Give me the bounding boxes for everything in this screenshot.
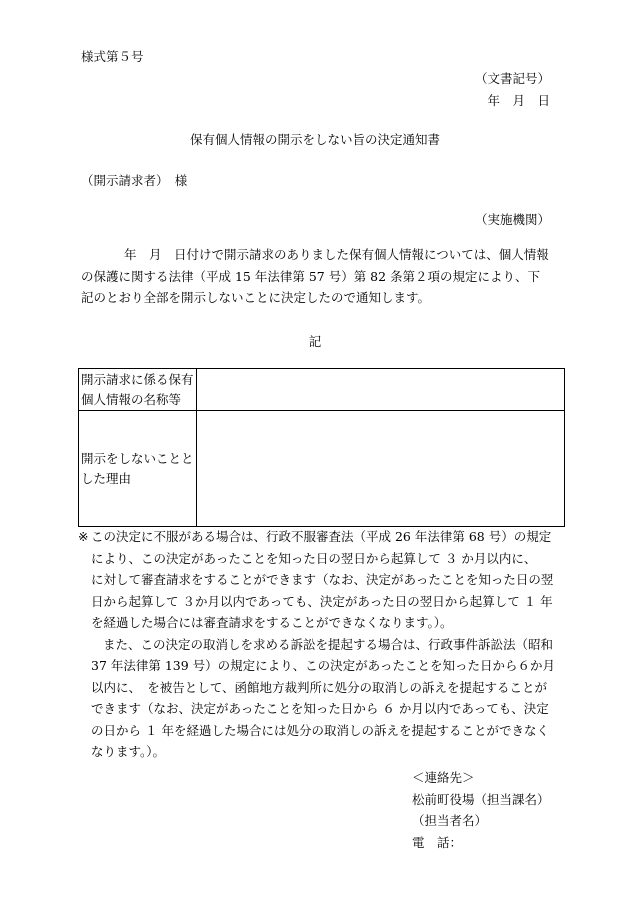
implementing-agency: （実施機関） (474, 212, 550, 227)
reason-label: 開示をしないこととした理由 (79, 411, 197, 527)
table-row (79, 411, 565, 527)
contact-heading: ＜連絡先＞ (412, 770, 475, 785)
info-name-value[interactable] (197, 369, 565, 411)
ki-heading: 記 (308, 334, 322, 349)
contact-phone (412, 832, 550, 854)
recipient: （開示請求者） 様 (81, 173, 188, 188)
contact-office: 松前町役場（担当課名） (412, 791, 550, 807)
document-title: 保有個人情報の開示をしない旨の決定通知書 (189, 132, 440, 147)
note-mark: ※ (78, 529, 89, 544)
info-table (78, 368, 565, 527)
notice-body-text: 年 月 日付けで開示請求のありました保有個人情報については、個人情報の保護に関する法律（平成 15 年法律第 57 号）第 82 条第２項の規定により、下記のとおり全部を開示しないことに決定したので通知します。 (81, 247, 549, 305)
contact-person: （担当者名） (412, 813, 488, 828)
table-row (79, 369, 565, 411)
notes (78, 526, 568, 763)
form-number: 様式第５号 (81, 49, 144, 64)
info-name-label: 開示請求に係る保有個人情報の名称等 (79, 369, 197, 411)
notice-body (81, 244, 551, 309)
note-block (78, 526, 568, 763)
contact-block (412, 767, 550, 853)
document-code: （文書記号） (474, 71, 550, 86)
document-date: 年 月 日 (487, 93, 550, 108)
phone-label: 電 話： (412, 834, 463, 850)
reason-value[interactable] (197, 411, 565, 527)
appeal-paragraph: この決定に不服がある場合は、行政不服審査法（平成 26 年法律第 68 号）の規定により、この決定があったことを知った日の翌日から起算して ３ か月以内に、 に対して審査請求をすることができます（なお、決定があったことを知った日の翌日から起算して ３か月以内であっても、決定があった日の翌日から起算して １ 年を経過した場合には審査請求をすることができなくなります。）。 (91, 529, 568, 630)
lawsuit-paragraph: また、この決定の取消しを求める訴訟を提起する場合は、行政事件訴訟法（昭和 37 年法律第 139 号）の規定により、この決定があったことを知った日から６か月以内に、 を被告として、函館地方裁判所に処分の取消しの訴えを提起することができます（なお、決定があったことを知った日から ６ か月以内であっても、決定の日から １ 年を経過した場合には処分の取消しの訴えを提起することができなくなります。）。 (91, 636, 556, 759)
